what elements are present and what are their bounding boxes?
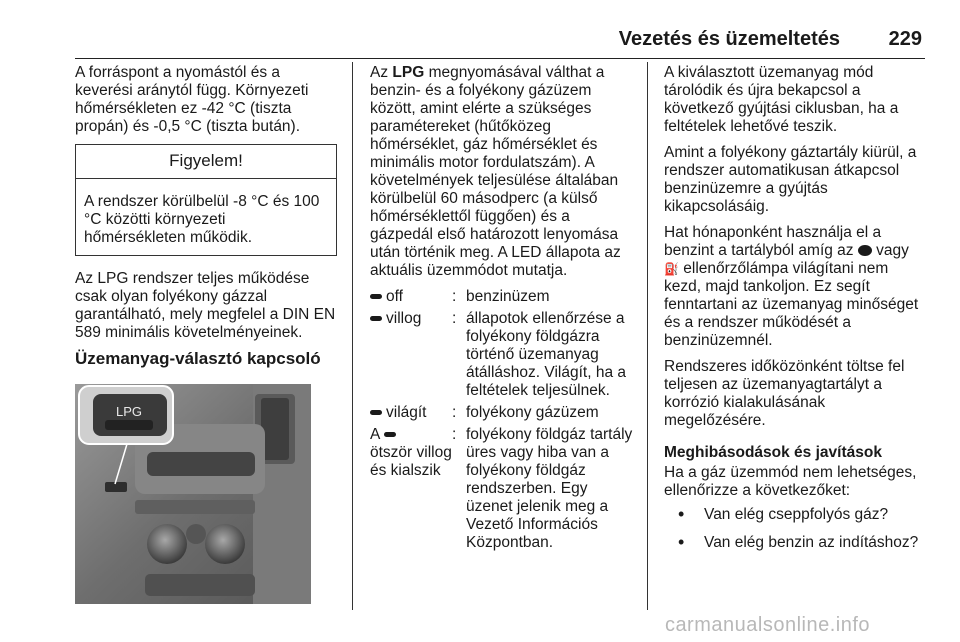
led-icon [370, 316, 382, 321]
refuel-paragraph: Rendszeres időközönként töltse fel teljesen az üzemanyagtartályt a korrózió kialakulásának megelőzésére. [664, 358, 905, 429]
check-list [664, 506, 928, 552]
boiling-point-paragraph: A forráspont a nyomástól és a keverési aránytól függ. Környezeti hőmérsékleten ez -42 °C (tiszta propán) és -0,5 °C (tiszta bután). [75, 64, 309, 135]
auto-switch-paragraph: Amint a folyékony gáztartály kiürül, a rendszer automatikusan átkapcsol benzinüzemre a gyújtás kikapcsolásáig. [664, 144, 917, 215]
list-item: • Van elég benzin az indításhoz? [664, 534, 928, 552]
header-rule [75, 58, 925, 59]
led-state-description: folyékony földgáz tartály üres vagy hiba van a folyékony földgáz rendszerben. Egy üzenet jelenik meg a Vezető Információs Központban. [466, 426, 633, 551]
petrol-text-b: vagy [871, 242, 909, 259]
warning-text: A rendszer körülbelül -8 °C és 100 °C közötti környezeti hőmérsékleten működik. [84, 193, 320, 246]
column-middle [370, 64, 636, 556]
photo-lpg-button-label: LPG [115, 404, 143, 419]
fuel-mode-memory-paragraph: A kiválasztott üzemanyag mód tárolódik és újra bekapcsol a következő gyújtási ciklusban, ha a feltételek lehetővé teszik. [664, 64, 899, 135]
column-divider-right [647, 62, 648, 610]
column-right [664, 64, 928, 562]
watermark: carmanualsonline.info [664, 614, 870, 636]
section-heading: Üzemanyag-választó kapcsoló [75, 349, 321, 368]
lpg-requirement-paragraph: Az LPG rendszer teljes működése csak olyan folyékony gázzal garantálható, mely megfelel a DIN EN 589 minimális követelményeinek. [75, 270, 336, 341]
led-state: off [386, 288, 403, 305]
page-header-title: Vezetés és üzemeltetés [618, 28, 840, 50]
led-icon [370, 294, 382, 299]
fuel-tank-warning-icon [858, 245, 872, 256]
list-item: • Van elég cseppfolyós gáz? [664, 506, 928, 524]
column-left [75, 64, 337, 604]
led-icon [370, 410, 382, 415]
led-state-prefix: A [370, 426, 380, 443]
separator: : [452, 426, 457, 443]
table-row [370, 426, 636, 556]
page-number: 229 [888, 28, 922, 50]
intro-text-cont: megnyomásával válthat a benzin- és a folyékony gázüzem között, amint elérte a szükséges paramétereket (hűtőközeg hőmérséklet, gáz hőmérséklet és minimális motor fordulatszám). A követelmények teljesülése általában körülbelül 60 másodperc (a külső hőmérséklettől függően) és a gázpedál első határozott lenyomása után történik meg. A LED állapota az aktuális üzemmódot mutatja. [370, 64, 621, 279]
separator: : [452, 404, 457, 421]
separator: : [452, 288, 457, 305]
led-state: villog [386, 310, 422, 327]
lpg-key-label: LPG [392, 64, 425, 81]
petrol-usage-paragraph [664, 224, 928, 350]
petrol-text-a: Hat hónaponként használja el a benzint a tartályból amíg az [664, 224, 882, 259]
led-state: világít [386, 404, 427, 421]
led-icon [384, 432, 396, 437]
led-state: ötször villog és kialszik [370, 444, 452, 479]
warning-box [75, 144, 337, 256]
faults-paragraph: Ha a gáz üzemmód nem lehetséges, ellenőrizze a következőket: [664, 464, 917, 499]
column-divider-left [352, 62, 353, 610]
led-state-table [370, 288, 636, 556]
led-state-description: állapotok ellenőrzése a folyékony földgázra történő üzemanyag átálláshoz. Világít, ha a feltételek teljesülnek. [466, 310, 626, 399]
fuel-selector-switch-photo [75, 384, 311, 604]
table-row [370, 288, 636, 310]
intro-text: Az [370, 64, 393, 81]
led-state-description: folyékony gázüzem [466, 404, 599, 421]
fuel-pump-icon: ⛽ [664, 262, 679, 276]
faults-subheading: Meghibásodások és javítások [664, 444, 882, 461]
warning-title: Figyelem! [76, 145, 336, 179]
lpg-switch-paragraph [370, 64, 636, 280]
table-row [370, 404, 636, 426]
petrol-text-c: ellenőrzőlámpa világítani nem kezd, majd tankoljon. Ez segít fenntartani az üzemanyag minőséget és a rendszer működését a benzinüzemnél. [664, 260, 919, 349]
table-row [370, 310, 636, 404]
separator: : [452, 310, 457, 327]
led-state-description: benzinüzem [466, 288, 550, 305]
